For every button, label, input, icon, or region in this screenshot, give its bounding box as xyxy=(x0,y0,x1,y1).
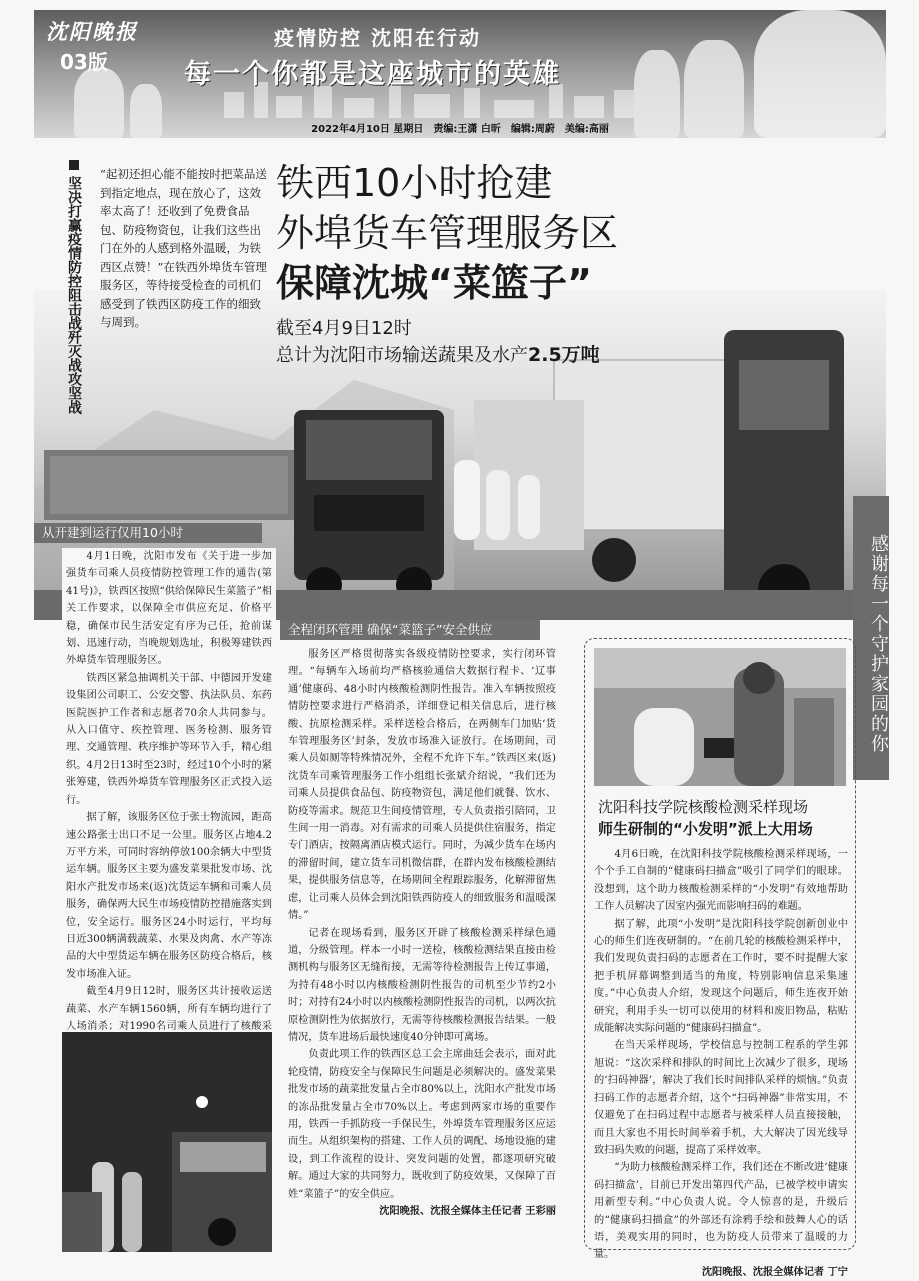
side-story-title2: 师生研制的“小发明”派上大用场 xyxy=(598,820,813,838)
header-banner xyxy=(34,10,886,138)
paragraph: 铁西区紧急抽调机关干部、中德园开发建设集团公司职工、公安交警、执法队员、东药医院医护工作者和志愿者70余人共同参与。从入口值守、疾控管理、医务检测、服务管理、交通管理、秩序维护等环节入手，精心组织。4月2日13时至23时，经过10个小时的紧张筹建，铁西外埠货车管理服务区正式投入运行。 xyxy=(66,672,272,806)
byline: 沈阳晚报、沈报全媒体记者 丁宁 xyxy=(701,1266,848,1278)
paragraph: 负责此项工作的铁西区总工会主席曲廷会表示，面对此轮疫情，防疫安全与保障民生问题是必须解决的。盛发菜果批发市场的蔬菜批发量占全市80%以上，沈阳水产批发市场的冻品批发量占全市70%以上。考虑到两家市场的重要作用，铁西一手抓防疫一手保民生，外埠货车管理服务区应运而生。从组织架构的搭建、工作人员的调配、场地设施的建设，到工作流程的设计、突发问题的处置，都逐项研究破解。通过大家的共同努力，既收到了防疫效果，又保障了百姓“菜篮子”的安全供应。 xyxy=(288,1049,556,1200)
side-story-body xyxy=(594,846,848,1281)
section-title-2: 全程闭环管理 确保“菜篮子”安全供应 xyxy=(280,620,540,640)
campus-testing-photo xyxy=(594,648,846,786)
paragraph: 截至4月9日12时，服务区共计接收运送蔬菜、水产车辆1560辆，所有车辆均进行了人场消杀；对1990名司乘人员进行了核酸采 xyxy=(66,986,272,1032)
lead-quote: “起初还担心能不能按时把菜品送到指定地点，现在放心了，这效率太高了！还收到了免费食品包、防疫物资包，让我们这些出门在外的人感到格外温暖，为铁西区点赞！”在铁西外埠货车管理服务区，等待接受检查的司机们感受到了铁西区防疫工作的细致与周到。 xyxy=(100,167,267,329)
subhead-line1: 截至4月9日12时 xyxy=(276,318,412,339)
paragraph: 4月6日晚，在沈阳科技学院核酸检测采样现场，一个个手工自制的“健康码扫描盒”吸引了同学们的眼球。没想到，这个助力核酸检测采样的“小发明”有效地帮助工作人员解决了因室内强光而影响扫码的难题。 xyxy=(594,849,848,913)
subhead-line2: 总计为沈阳市场输送蔬果及水产2.5万吨 xyxy=(276,344,600,366)
hazmat-figure xyxy=(754,10,886,138)
paper-name: 沈阳晚报 xyxy=(46,19,138,44)
paragraph: 据了解，该服务区位于张士物流园，距高速公路张士出口不足一公里。服务区占地4.2万平方米，可同时容纳停放100余辆大中型货运车辆。服务区主要为盛发菜果批发市场、沈阳水产批发市场来(返)沈货运车辆和司乘人员服务，确保两大民生市场疫情防控措施落实到位，安全运行。服务区24小时运行，平均每日近300辆满载蔬菜、水果及肉禽、水产等冻品的大中型货运车辆在服务区防疫合格后，核发市场准入证。 xyxy=(66,812,272,980)
side-story-title1: 沈阳科技学院核酸检测采样现场 xyxy=(598,798,809,816)
edition-number: 03版 xyxy=(60,50,108,74)
paragraph: “为助力核酸检测采样工作，我们还在不断改进‘健康码扫描盒’，目前已开发出第四代产品，已被学校申请实用新型专利。”中心负责人说。令人惊喜的是，升级后的“健康码扫描盒”的外部还有涂鸦手绘和鼓舞人心的话语，美观实用的同时，也为防疫人员带来了温暖的力量。 xyxy=(594,1162,848,1261)
banner-hero-title: 每一个你都是这座城市的英雄 xyxy=(184,59,561,90)
headline-line2: 外埠货车管理服务区 xyxy=(276,211,619,255)
right-tag: 感谢每一个守护家园的你 xyxy=(853,496,889,780)
night-testing-photo xyxy=(62,1032,272,1252)
subhead-figure: 2.5万吨 xyxy=(528,344,600,366)
headline-line1: 铁西10小时抢建 xyxy=(276,161,553,205)
issue-meta: 2022年4月10日 星期日 责编:王潇 白昕 编辑:周蔚 美编:高丽 xyxy=(311,124,609,135)
banner-kicker: 疫情防控 沈阳在行动 xyxy=(274,26,481,50)
paragraph: 服务区严格贯彻落实各级疫情防控要求，实行闭环管理。“每辆车入场前均严格核验通信大数据行程卡、‘辽事通’健康码、48小时内核酸检测阴性报告。准入车辆按照疫情防控要求进行严格消杀，详细登记相关信息后，进行核酸、抗原检测采样。采样送检合格后，在两侧车门加贴‘货车管理服务区’封条，发放市场准入证放行。在场期间，司乘人员如厕等特殊情况外，全程不允许下车。”铁西区来(返)沈货车司乘管理服务工作小组组长张斌介绍说，“我们还为司乘人员提供食品包、防疫物资包，满足他们就餐、饮水、防疫等需求。规范卫生间疫情管理，专人负责指引陪同，卫生间一用一消毒。对有需求的司乘人员提供住宿服务，指定专门酒店，按隔离酒店模式运行。同时，为减少货车在场内的滞留时间，建立货车司机微信群，在群内发布核酸检测结果，提供服务信息等，在场期间全程跟踪服务，化解滞留焦虑，让司乘人员体会到沈阳铁西防疫人的细致服务和温暖深情。” xyxy=(288,649,556,922)
section1-body xyxy=(62,548,276,1070)
paragraph: 4月1日晚，沈阳市发布《关于进一步加强货车司乘人员疫情防控管理工作的通告(第41号)》，铁西区按照“供给保障民生菜篮子”相关工作要求，以保障全市供应充足、价格平稳，确保市民生活安定有序为己任，抢前谋划、迅速行动，当晚规划选址，积极筹建铁西外埠货车管理服务区。 xyxy=(66,551,272,667)
paragraph: 记者在现场看到，服务区开辟了核酸检测采样绿色通道，分级管理。样本一小时一送检，核酸检测结果直接由检测机构与服务区无缝衔接，无需等待检测报告上传辽事通，为持有48小时以内核酸检测阴性报告的司机至少节约2小时；对持有24小时以内核酸检测阴性报告的司机，以两次抗原检测阴性为依据放行，无需等待核酸检测报告结果。一般情况，货车进场后最快速度40分钟即可离场。 xyxy=(288,927,556,1043)
side-kicker: 坚决打赢疫情防控阻击战歼灭战攻坚战 xyxy=(62,160,82,414)
section-title-1: 从开建到运行仅用10小时 xyxy=(34,523,262,543)
paragraph: 据了解，此项“小发明”是沈阳科技学院创新创业中心的师生们连夜研制的。“在前几轮的核酸检测采样中，我们发现负责扫码的志愿者在工作时，要不时提醒大家把手机屏幕调整到适当的角度，特别影响信息采集速度。”中心负责人介绍，发现这个问题后，师生连夜开始研究，利用手头一切可以使用的材料和废旧物品，粘贴成能解决实际问题的“健康码扫描盒”。 xyxy=(594,918,848,1035)
square-bullet-icon xyxy=(69,160,79,170)
byline: 沈阳晚报、沈报全媒体主任记者 王彩丽 xyxy=(379,1206,556,1217)
section2-body xyxy=(288,646,556,1220)
paragraph: 在当天采样现场，学校信息与控制工程系的学生郭旭说：“这次采样和排队的时间比上次减少了很多，现场的‘扫码神器’，解决了我们长时间排队采样的烦恼。”负责扫码工作的志愿者介绍，这个“扫码神器”非常实用，不仅避免了在扫码过程中志愿者与被采样人员直接接触，而且大家也不用长时间举着手机，大大解决了因光线导致扫码失败的问题，提高了采样效率。 xyxy=(594,1040,848,1156)
headline-line3: 保障沈城“菜篮子” xyxy=(276,261,592,305)
